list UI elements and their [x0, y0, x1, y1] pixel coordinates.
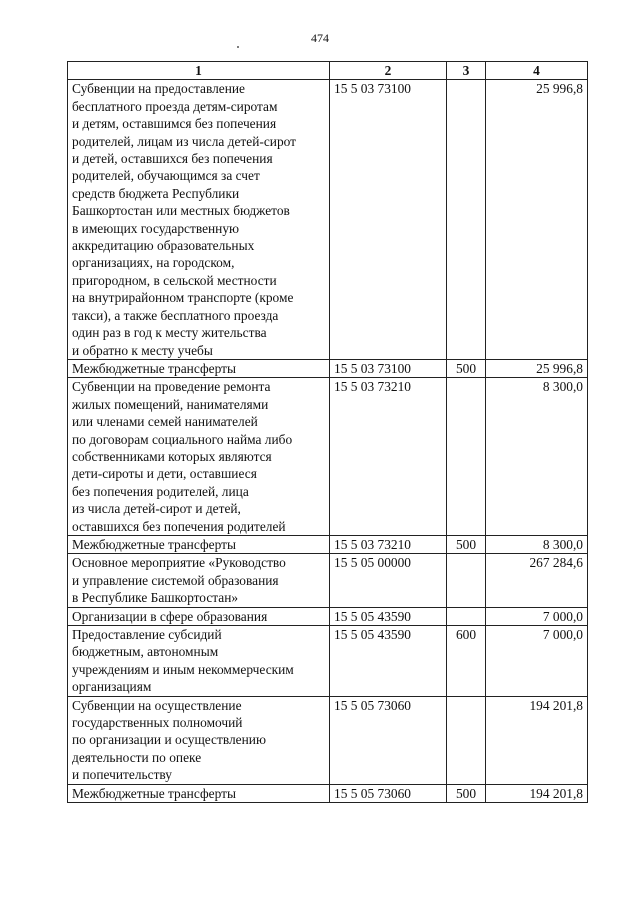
header-row	[68, 62, 588, 80]
row-sum: 8 300,0	[486, 378, 588, 536]
row-code: 15 5 05 73060	[330, 696, 447, 784]
row-type	[447, 554, 486, 607]
page-number: 474	[311, 31, 329, 45]
row-code: 15 5 05 00000	[330, 554, 447, 607]
table-row	[68, 626, 588, 697]
row-sum: 7 000,0	[486, 626, 588, 697]
row-sum: 25 996,8	[486, 80, 588, 360]
row-code: 15 5 05 43590	[330, 607, 447, 625]
row-name: Межбюджетные трансферты	[68, 359, 330, 377]
table-row	[68, 696, 588, 784]
row-type	[447, 607, 486, 625]
row-code: 15 5 03 73100	[330, 359, 447, 377]
header-col-2: 2	[330, 62, 447, 80]
table-row	[68, 359, 588, 377]
row-name: Организации в сфере образования	[68, 607, 330, 625]
row-code: 15 5 03 73210	[330, 535, 447, 553]
header-col-1: 1	[68, 62, 330, 80]
row-sum: 25 996,8	[486, 359, 588, 377]
scan-speck	[237, 46, 239, 48]
row-code: 15 5 03 73100	[330, 80, 447, 360]
table-row	[68, 554, 588, 607]
row-name: Межбюджетные трансферты	[68, 784, 330, 802]
row-code: 15 5 03 73210	[330, 378, 447, 536]
row-code: 15 5 05 73060	[330, 784, 447, 802]
table-row	[68, 378, 588, 536]
table-row	[68, 607, 588, 625]
header-col-4: 4	[486, 62, 588, 80]
table-row	[68, 80, 588, 360]
row-name: Субвенции на предоставление бесплатного проезда детям-сиротам и детям, оставшимся без попечения родителей, лицам из числа детей-сирот и детей, оставшихся без попечения родителей, обучающимся за счет средств бюджета Республики Башкортостан или местных бюджетов в имеющих государственную аккредитацию образовательных организациях, на городском, пригородном, в сельской местности на внутрирайонном транспорте (кроме такси), а также бесплатного проезда один раз в год к месту жительства и обратно к месту учебы	[68, 80, 330, 360]
table-row	[68, 535, 588, 553]
row-sum: 8 300,0	[486, 535, 588, 553]
row-sum: 267 284,6	[486, 554, 588, 607]
budget-table	[67, 61, 588, 803]
table-row	[68, 784, 588, 802]
row-sum: 194 201,8	[486, 784, 588, 802]
row-type	[447, 696, 486, 784]
row-code: 15 5 05 43590	[330, 626, 447, 697]
row-name: Субвенции на осуществление государственных полномочий по организации и осуществлению деятельности по опеке и попечительству	[68, 696, 330, 784]
row-sum: 7 000,0	[486, 607, 588, 625]
row-name: Межбюджетные трансферты	[68, 535, 330, 553]
row-type: 600	[447, 626, 486, 697]
row-type: 500	[447, 359, 486, 377]
header-col-3: 3	[447, 62, 486, 80]
row-type	[447, 378, 486, 536]
row-name: Предоставление субсидий бюджетным, автономным учреждениям и иным некоммерческим организациям	[68, 626, 330, 697]
row-sum: 194 201,8	[486, 696, 588, 784]
row-name: Субвенции на проведение ремонта жилых помещений, нанимателями или членами семей нанимателей по договорам социального найма либо собственниками которых являются дети-сироты и дети, оставшиеся без попечения родителей, лица из числа детей-сирот и детей, оставшихся без попечения родителей	[68, 378, 330, 536]
row-type: 500	[447, 535, 486, 553]
row-name: Основное мероприятие «Руководство и управление системой образования в Республике Башкортостан»	[68, 554, 330, 607]
row-type	[447, 80, 486, 360]
row-type: 500	[447, 784, 486, 802]
